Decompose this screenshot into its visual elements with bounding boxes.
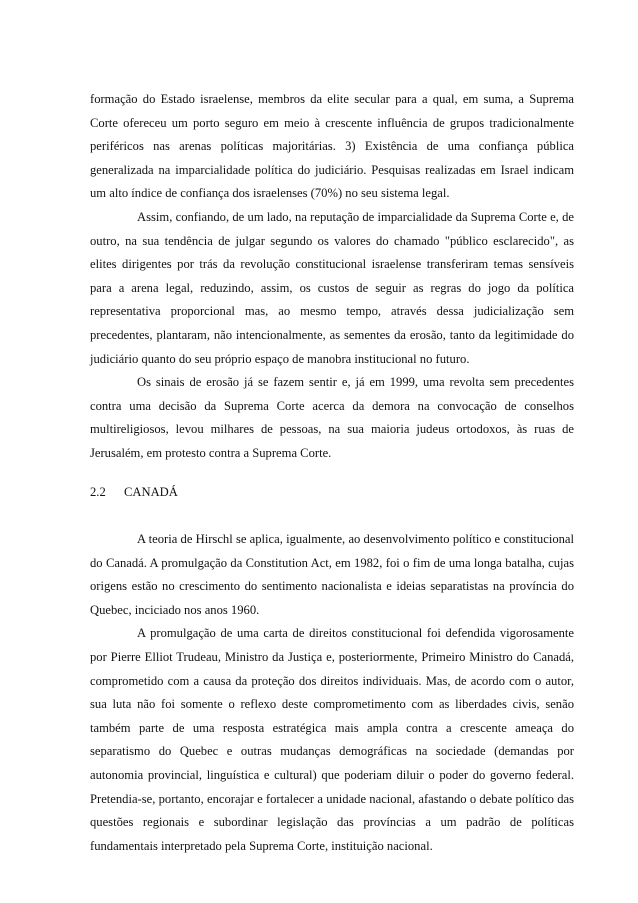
document-body [90, 88, 574, 858]
paragraph: A promulgação de uma carta de direitos constitucional foi defendida vigorosamente por Pierre Elliot Trudeau, Ministro da Justiça e, posteriormente, Primeiro Ministro do Canadá, comprometido com a causa da proteção dos direitos individuais. Mas, de acordo com o autor, sua luta não foi somente o reflexo deste comprometimento com as liberdades civis, senão também parte de uma resposta estratégica mais ampla contra a crescente ameaça do separatismo do Quebec e outras mudanças demográficas na sociedade (demandas por autonomia provincial, linguística e cultural) que poderiam diluir o poder do governo federal. Pretendia-se, portanto, encorajar e fortalecer a unidade nacional, afastando o debate político das questões regionais e subordinar legislação das províncias a um padrão de políticas fundamentais interpretado pela Suprema Corte, instituição nacional. [90, 626, 574, 853]
section-title: CANADÁ [124, 484, 178, 499]
paragraph: Assim, confiando, de um lado, na reputação de imparcialidade da Suprema Corte e, de outro, na sua tendência de julgar segundo os valores do chamado "público esclarecido", as elites dirigentes por trás da revolução constitucional israelense transferiram temas sensíveis para a arena legal, reduzindo, assim, os custos de seguir as regras do jogo da política representativa proporcional mas, ao mesmo tempo, através dessa judicialização sem precedentes, plantaram, não intencionalmente, as sementes da erosão, tanto da legitimidade do judiciário quanto do seu próprio espaço de manobra institucional no futuro. [90, 209, 574, 366]
section-heading [90, 481, 574, 505]
paragraph: Os sinais de erosão já se fazem sentir e, já em 1999, uma revolta sem precedentes contra uma decisão da Suprema Corte acerca da demora na convocação de conselhos multireligiosos, levou milhares de pessoas, na sua maioria judeus ortodoxos, às ruas de Jerusalém, em protesto contra a Suprema Corte. [90, 375, 574, 460]
section-number: 2.2 [90, 484, 106, 499]
paragraph-continuation: formação do Estado israelense, membros da elite secular para a qual, em suma, a Suprema Corte ofereceu um porto seguro em meio à crescente influência de grupos tradicionalmente periféricos nas arenas políticas majoritárias. 3) Existência de uma confiança pública generalizada na imparcialidade política do judiciário. Pesquisas realizadas em Israel indicam um alto índice de confiança dos israelenses (70%) no seu sistema legal. [90, 92, 574, 201]
paragraph: A teoria de Hirschl se aplica, igualmente, ao desenvolvimento político e constitucional do Canadá. A promulgação da Constitution Act, em 1982, foi o fim de uma longa batalha, cujas origens estão no crescimento do sentimento nacionalista e ideias separatistas na província do Quebec, inciciado nos anos 1960. [90, 532, 574, 617]
